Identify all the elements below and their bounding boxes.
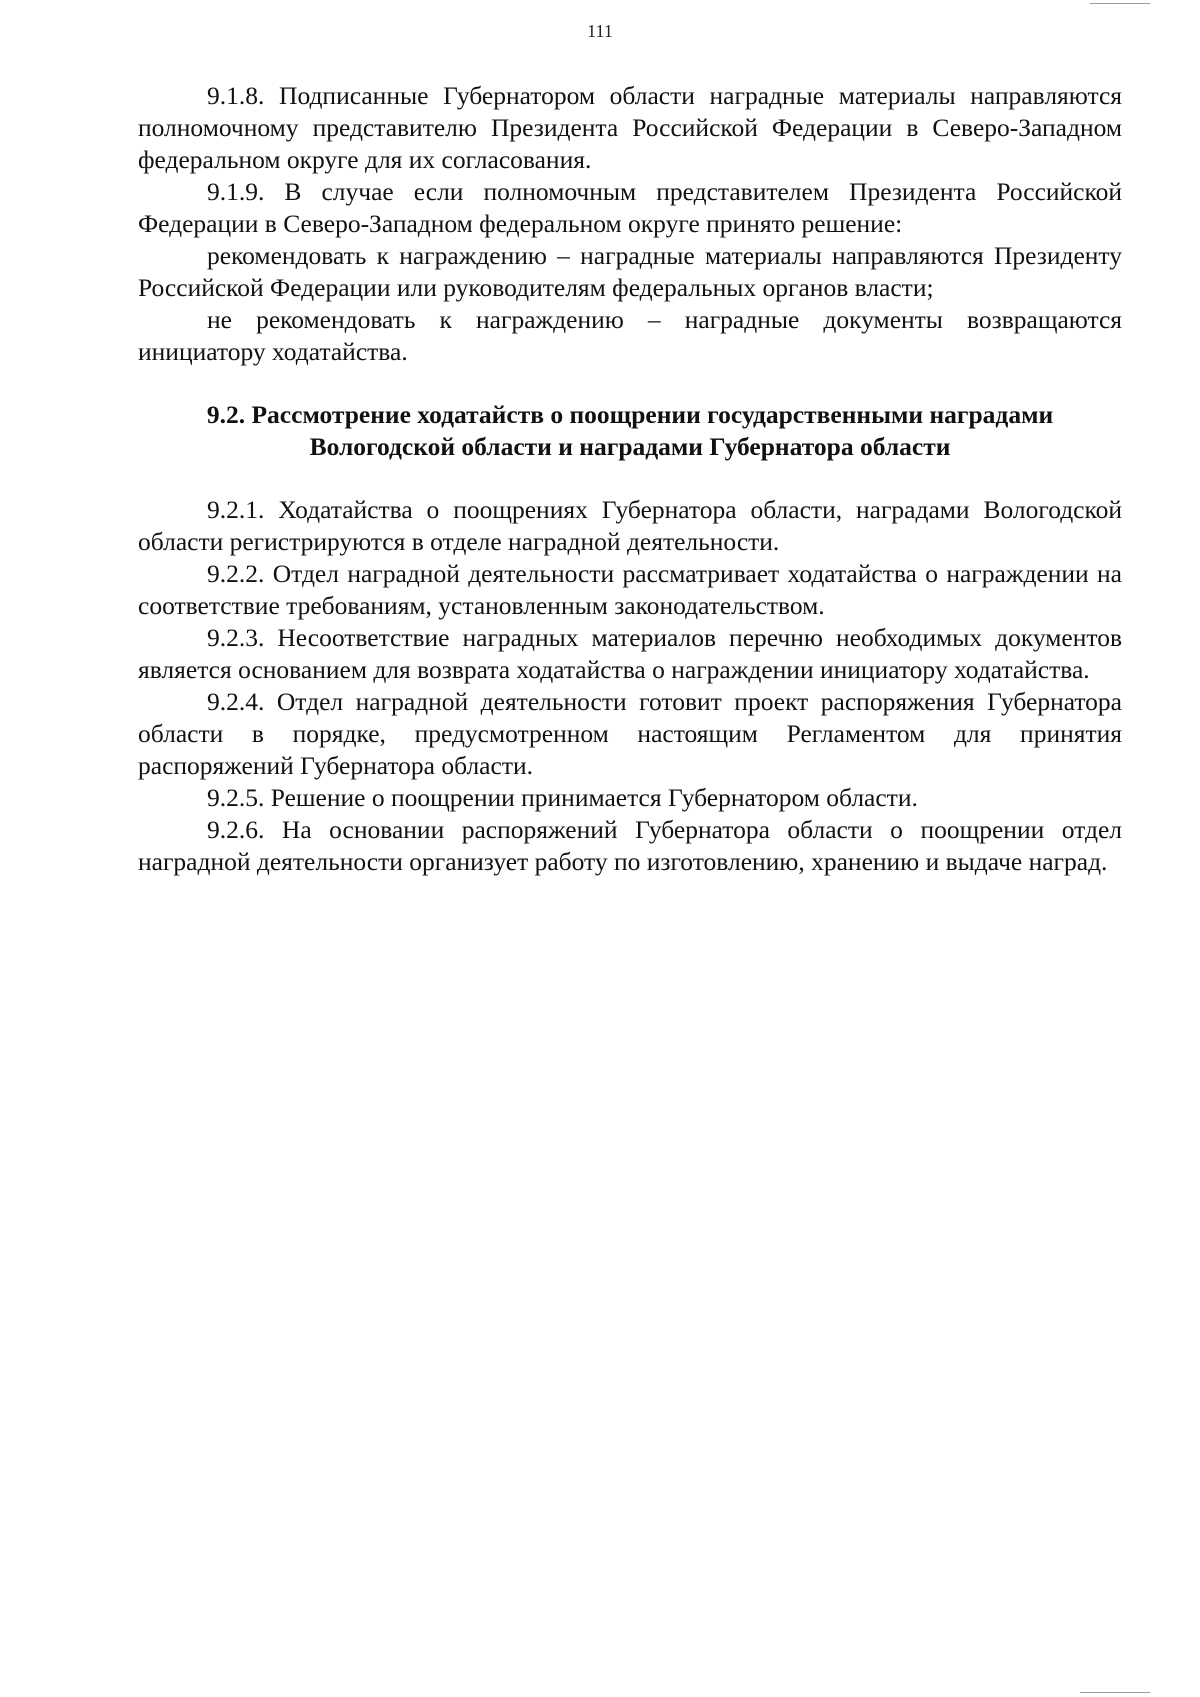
section-heading-line-1: 9.2. Рассмотрение ходатайств о поощрении государственными наградами (206, 400, 1054, 429)
section-9-2 (138, 494, 1122, 878)
paragraph-9-2-3: 9.2.3. Несоответствие наградных материалов перечню необходимых документов является основанием для возврата ходатайства о награждении инициатору ходатайства. (138, 623, 1122, 684)
section-heading-9-2 (138, 399, 1122, 463)
section-heading-line-2: Вологодской области и наградами Губернатора области (309, 432, 951, 461)
paragraph-9-1-8: 9.1.8. Подписанные Губернатором области наградные материалы направляются полномочному представителю Президента Российской Федерации в Северо-Западном федеральном округе для их согласования. (138, 81, 1122, 174)
paragraph-not-recommend: не рекомендовать к награждению – наградные документы возвращаются инициатору ходатайства. (138, 305, 1122, 366)
scan-edge-mark-top (1090, 3, 1150, 4)
paragraph-9-1-9: 9.1.9. В случае если полномочным представителем Президента Российской Федерации в Северо-Западном федеральном округе принято решение: (138, 177, 1122, 238)
page-number: 111 (587, 21, 613, 41)
paragraph-9-2-4: 9.2.4. Отдел наградной деятельности готовит проект распоряжения Губернатора области в порядке, предусмотренном настоящим Регламентом для принятия распоряжений Губернатора области. (138, 687, 1122, 780)
scan-edge-mark-bottom (1080, 1692, 1150, 1693)
paragraph-9-2-5: 9.2.5. Решение о поощрении принимается Губернатором области. (207, 783, 918, 812)
document-body (138, 80, 1122, 878)
paragraph-9-2-6: 9.2.6. На основании распоряжений Губернатора области о поощрении отдел наградной деятельности организует работу по изготовлению, хранению и выдаче наград. (138, 815, 1122, 876)
paragraph-recommend: рекомендовать к награждению – наградные материалы направляются Президенту Российской Федерации или руководителям федеральных органов власти; (138, 241, 1122, 302)
paragraph-9-2-1: 9.2.1. Ходатайства о поощрениях Губернатора области, наградами Вологодской области регистрируются в отделе наградной деятельности. (138, 495, 1122, 556)
paragraph-9-2-2: 9.2.2. Отдел наградной деятельности рассматривает ходатайства о награждении на соответствие требованиям, установленным законодательством. (138, 559, 1122, 620)
section-9-1-continuation (138, 80, 1122, 368)
